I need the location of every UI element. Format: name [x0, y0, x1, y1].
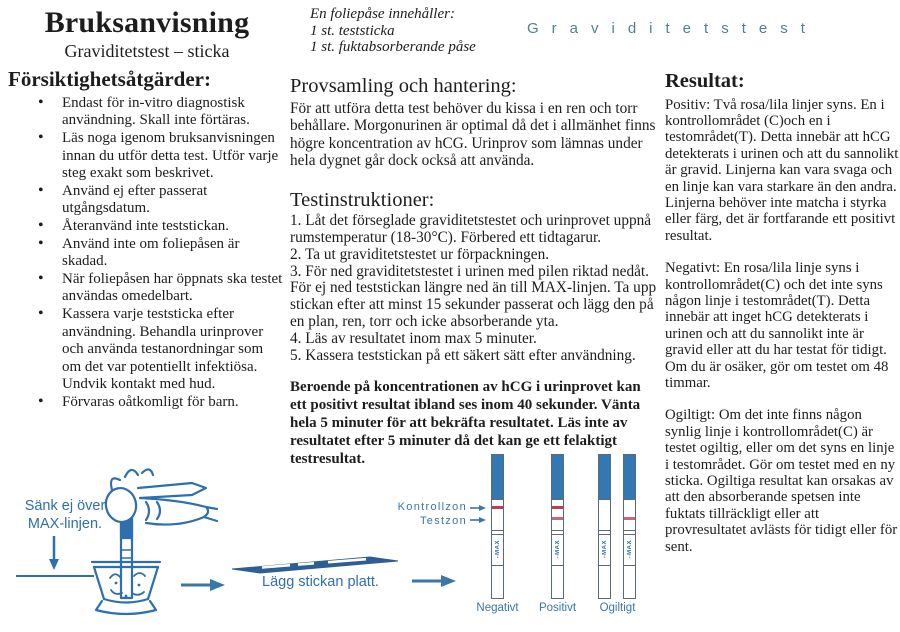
- right-arrow-icon: [412, 574, 456, 588]
- right-arrow-icon: [181, 578, 225, 592]
- control-line: [552, 506, 563, 509]
- result-positive-text: Positiv: Två rosa/lila linjer syns. En i kontrollområdet (C)och en i testområdet(T). Detta innebär att hCG detekterats i urinen och att du sannolikt är gravid. Linjerna kan vara svaga och en linje kan vara starkare än den andra. Linjerna behöver inte matcha i styrka eller färg, det är fortfarande ett positivt resultat.: [665, 96, 899, 244]
- max-line-warning-label: Sänk ej över MAX-linjen.: [24, 498, 106, 532]
- max-line-zone: [599, 534, 610, 566]
- middle-column: [290, 6, 658, 468]
- stick-handle: [624, 455, 635, 499]
- test-line: [552, 517, 563, 520]
- sampling-heading: Provsamling och hantering:: [290, 74, 517, 97]
- stick-positive: [551, 454, 564, 599]
- zone-labels: [383, 501, 467, 528]
- result-window: [624, 499, 635, 531]
- instruction-step: 3. För ned graviditetstestet i urinen med pilen riktad nedåt. För ej ned teststickan längre ned än till MAX-linjen. Ta upp stickan efter att minst 15 sekunder passerat och lägg den på en plan, ren, torr och icke absorberande yta.: [290, 262, 657, 331]
- list-item: • Kassera varje teststicka efter användning. Behandla urinprover och använda testanordningar som om det var potentiellt infektiösa. Undvik kontakt med hud.: [8, 306, 286, 394]
- instruction-step: 4. Läs av resultatet inom max 5 minuter.: [290, 330, 537, 348]
- page-subtitle: Graviditetstest – sticka: [64, 41, 230, 61]
- instructions-heading: Testinstruktioner:: [290, 189, 435, 212]
- test-zone-label: Testzon: [419, 514, 467, 527]
- instruction-step: 5. Kassera teststickan på ett säkert sätt efter användning.: [290, 347, 636, 365]
- max-label: MAX: [626, 540, 633, 555]
- stick-handle: [492, 455, 503, 499]
- control-zone-label: Kontrollzon: [397, 501, 467, 513]
- list-item: • Återanvänd inte teststickan.: [8, 218, 286, 236]
- page-title: Bruksanvisning: [44, 6, 250, 39]
- hand-dipping-stick-illustration: [80, 450, 218, 618]
- list-item: • När foliepåsen har öppnats ska testet användas omedelbart.: [8, 271, 286, 306]
- sampling-body: För att utföra detta test behöver du kissa i en ren och torr behållare. Morgonurinen är optimal då det i allmänhet finns högre koncentration av hCG. Urinprov som lämnas under hela dygnet går dock också att använda.: [290, 100, 656, 169]
- stick-invalid-test-only: [623, 454, 636, 599]
- package-note-line: 1 st. teststicka: [310, 22, 395, 39]
- list-item: • Använd inte om foliepåsen är skadad.: [8, 236, 286, 271]
- result-window: [492, 499, 503, 531]
- stick-negative: [491, 454, 504, 599]
- result-invalid-text: Ogiltigt: Om det inte finns någon synlig linje i kontrollområdet(C) är testet ogiltig, eller om det syns en linje i testområdet. Gör om testet med en ny sticka. Ogiltiga resultat kan orsakas av att den absorberande spetsen inte fuktats tillräckligt eller att provresultatet avlästs för tidigt eller för sent.: [665, 407, 898, 555]
- list-item: • Förvaras oåtkomligt för barn.: [8, 394, 286, 412]
- control-line: [492, 506, 503, 509]
- list-item: • Använd ej efter passerat utgångsdatum.: [8, 183, 286, 218]
- max-arrow-icon: ↓: [603, 553, 606, 560]
- max-line-zone: [624, 534, 635, 566]
- test-line: [624, 517, 635, 520]
- stick-label-negative: Negativt: [476, 602, 519, 614]
- max-label: MAX: [494, 540, 501, 555]
- result-sticks-diagram: [476, 454, 651, 624]
- result-window: [599, 499, 610, 531]
- stick-handle: [552, 455, 563, 499]
- results-column: [665, 70, 900, 571]
- timing-note: Beroende på koncentrationen av hCG i urinprovet kan ett positivt resultat ibland ses inom 40 sekunder. Vänta hela 5 minuter för att bekräfta resultatet. Läs inte av resultatet efter 5 minuter då det kan ge ett felaktigt testresultat.: [290, 378, 641, 467]
- max-arrow-icon: ↓: [628, 553, 631, 560]
- test-zone-pointer-icon: [470, 516, 487, 524]
- result-window: [552, 499, 563, 531]
- precautions-list: [8, 95, 286, 412]
- stick-label-positive: Positivt: [538, 602, 577, 614]
- package-note-line: 1 st. fuktabsorberande påse: [310, 39, 476, 55]
- stick-label-invalid: Ogiltigt: [599, 602, 636, 614]
- control-zone-pointer-icon: [470, 504, 487, 512]
- instruction-step: 1. Låt det förseglade graviditetstestet och urinprovet uppnå rumstemperatur (18-30°C). Förbered ett tidtagarur.: [290, 211, 652, 246]
- list-item: • Endast för in-vitro diagnostisk användning. Skall inte förtäras.: [8, 95, 286, 130]
- stick-handle: [599, 455, 610, 499]
- result-negative-text: Negativt: En rosa/lila linje syns i kontrollområdet(C) och det inte syns någon linje i testområdet(T). Detta innebär att inget hCG detekterats i urinen och att du sannolikt inte är gravid eller att du har testat för tidigt. Om du är osäker, gör om testet om 48 timmar.: [665, 260, 889, 392]
- list-item: • Läs noga igenom bruksanvisningen innan du utför detta test. Utför varje steg exakt som beskrivet.: [8, 130, 286, 183]
- instruction-step: 2. Ta ut graviditetstestet ur förpackningen.: [290, 245, 550, 263]
- max-arrow-icon: ↓: [496, 553, 499, 560]
- results-heading: Resultat:: [665, 70, 745, 92]
- brand-header: Graviditetstest: [527, 20, 818, 37]
- max-line-zone: [552, 534, 563, 566]
- max-label: MAX: [601, 540, 608, 555]
- max-arrow-icon: ↓: [556, 553, 559, 560]
- max-label: MAX: [554, 540, 561, 555]
- max-line-zone: [492, 534, 503, 566]
- precautions-heading: Försiktighetsåtgärder:: [8, 66, 211, 91]
- left-column: [8, 6, 286, 411]
- down-arrow-icon: [48, 536, 60, 572]
- instruction-steps: [290, 213, 658, 365]
- stick-invalid-blank: [598, 454, 611, 599]
- lay-flat-label: Lägg stickan platt.: [262, 574, 379, 590]
- package-note-line: En foliepåse innehåller:: [310, 6, 455, 22]
